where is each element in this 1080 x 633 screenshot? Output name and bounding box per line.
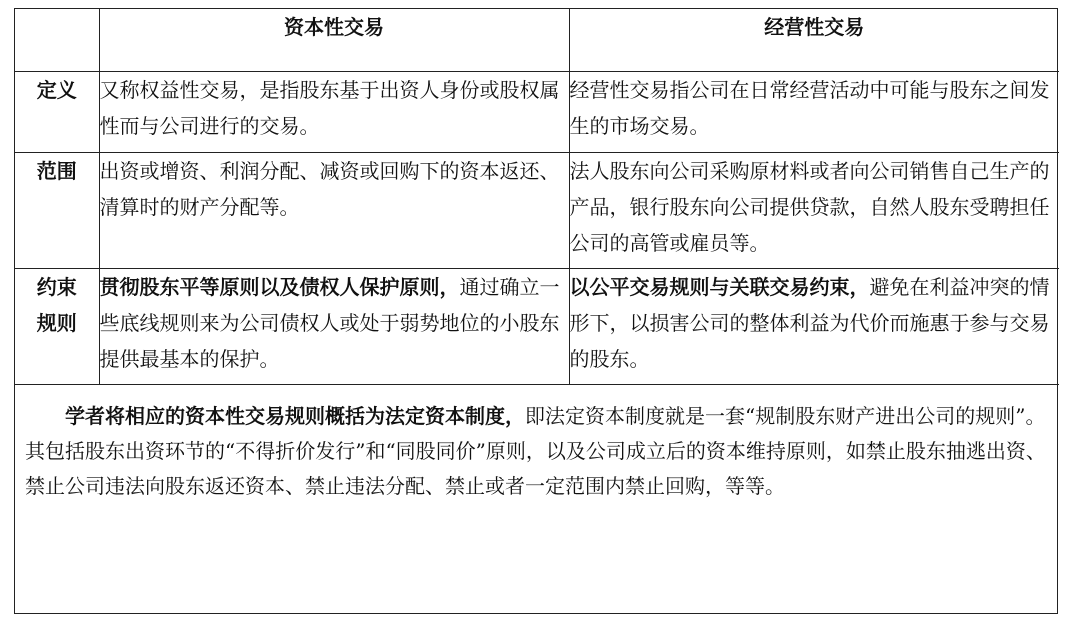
row-definition — [15, 72, 1059, 153]
row-label-scope: 范围 — [15, 153, 99, 269]
row-constraint — [15, 269, 1059, 385]
constraint-capital-bold: 贯彻股东平等原则以及债权人保护原则， — [99, 275, 460, 299]
constraint-capital-text: 通过确立一些底线规则来为公司债权人或处于弱势地位的小股东提供最基本的保护。 — [99, 275, 560, 371]
constraint-capital — [99, 269, 569, 385]
row-scope — [15, 153, 1059, 269]
constraint-operating-bold: 以公平交易规则与关联交易约束， — [569, 275, 870, 299]
definition-capital: 又称权益性交易，是指股东基于出资人身份或股权属性而与公司进行的交易。 — [99, 72, 569, 153]
row-label-constraint — [15, 269, 99, 385]
summary-paragraph — [15, 385, 1057, 504]
constraint-operating-text: 避免在利益冲突的情形下，以损害公司的整体利益为代价而施惠于参与交易的股东。 — [569, 275, 1050, 371]
row-label-definition: 定义 — [15, 72, 99, 153]
header-operating-transaction: 经营性交易 — [569, 9, 1059, 72]
scope-capital: 出资或增资、利润分配、减资或回购下的资本返还、清算时的财产分配等。 — [99, 153, 569, 269]
constraint-operating — [569, 269, 1059, 385]
row-label-constraint-line2: 规则 — [36, 311, 77, 335]
comparison-table — [15, 9, 1059, 385]
corner-cell — [15, 9, 99, 72]
table-header-row — [15, 9, 1059, 72]
header-capital-transaction: 资本性交易 — [99, 9, 569, 72]
summary-bold: 学者将相应的资本性交易规则概括为法定资本制度， — [65, 404, 525, 428]
comparison-frame — [14, 8, 1058, 614]
row-label-constraint-line1: 约束 — [36, 275, 77, 299]
definition-operating: 经营性交易指公司在日常经营活动中可能与股东之间发生的市场交易。 — [569, 72, 1059, 153]
summary-text: 即法定资本制度就是一套“规制股东财产进出公司的规则”。其包括股东出资环节的“不得折价发行”和“同股同价”原则，以及公司成立后的资本维持原则，如禁止股东抽逃出资、禁止公司违法向股东返还资本、禁止违法分配、禁止或者一定范围内禁止回购，等等。 — [25, 404, 1046, 498]
scope-operating: 法人股东向公司采购原材料或者向公司销售自己生产的产品，银行股东向公司提供贷款，自然人股东受聘担任公司的高管或雇员等。 — [569, 153, 1059, 269]
